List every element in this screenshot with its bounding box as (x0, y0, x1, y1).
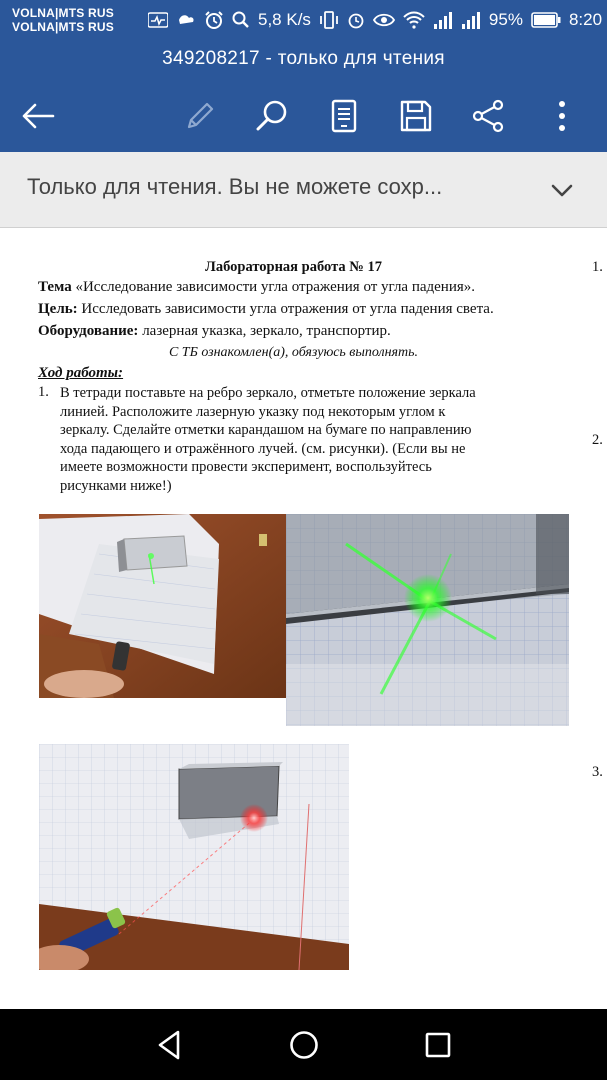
alarm-icon (204, 10, 224, 30)
network-speed: 5,8 K/s (258, 10, 311, 29)
battery-icon (531, 12, 561, 28)
margin-number-1: 1. (592, 259, 603, 275)
pencil-icon (184, 100, 216, 132)
battery-percent: 95% (488, 10, 523, 29)
step-1-line: хода падающего и отражённого лучей. (см. рисунки). (Если вы не (60, 440, 466, 457)
goal-line (38, 301, 494, 318)
equipment-text: лазерная указка, зеркало, транспортир. (138, 323, 391, 339)
signal-2-icon (461, 11, 481, 29)
signal-1-icon (433, 11, 453, 29)
reading-view-button[interactable] (324, 96, 364, 136)
share-icon (471, 99, 505, 133)
photo-green-laser-closeup (286, 514, 569, 726)
step-1-line: рисунками ниже!) (60, 477, 172, 494)
share-button[interactable] (468, 96, 508, 136)
step-1-text (60, 384, 560, 495)
topic-text: «Исследование зависимости угла отражения от угла падения». (71, 279, 476, 295)
step-1-line: имеете возможности провести эксперимент, воспользуйтесь (60, 459, 432, 475)
goal-label: Цель: (38, 301, 78, 317)
goal-text: Исследовать зависимости угла отражения от угла падения света. (77, 301, 494, 317)
status-icons (148, 8, 602, 32)
topic-line (38, 279, 475, 296)
document-page[interactable] (0, 229, 607, 1009)
step-1-line: В тетради поставьте на ребро зеркало, отметьте положение зеркала (60, 385, 476, 401)
clock: 8:20 (568, 10, 603, 29)
save-icon (399, 99, 433, 133)
readonly-banner[interactable] (0, 152, 607, 228)
triangle-back-icon[interactable] (152, 1027, 188, 1063)
wifi-icon (403, 11, 425, 29)
save-button[interactable] (396, 96, 436, 136)
back-button[interactable] (18, 96, 58, 136)
more-options-button[interactable] (542, 96, 582, 136)
chevron-down-icon[interactable] (548, 176, 576, 204)
photo-mirror-red-laser (39, 744, 349, 970)
navigation-bar (0, 1009, 607, 1080)
step-1-line: зеркалу. Сделайте отметки карандашом на бумаге по направлению (60, 422, 472, 438)
equipment-line (38, 323, 391, 340)
carrier-1: VOLNA|MTS RUS (12, 6, 114, 20)
reading-view-icon (331, 99, 357, 133)
search-icon (255, 99, 289, 133)
vibrate-icon (319, 11, 339, 29)
margin-number-3: 3. (592, 764, 603, 780)
status-bar (0, 0, 607, 40)
search-status-icon (232, 11, 250, 29)
step-1-line: линией. Расположите лазерную указку под некоторым углом к (60, 403, 446, 420)
app-bar (0, 40, 607, 152)
equipment-label: Оборудование: (38, 323, 139, 339)
eye-icon (373, 12, 395, 28)
edit-button[interactable] (180, 96, 220, 136)
topic-label: Тема (38, 279, 72, 295)
circle-home-icon[interactable] (286, 1027, 322, 1063)
carrier-labels (12, 6, 114, 34)
cloud-icon (176, 12, 196, 28)
step-1-number: 1. (38, 384, 49, 400)
alarm-clock-icon (347, 11, 365, 29)
photo-mirror-green-laser-desk (39, 514, 286, 698)
search-button[interactable] (252, 96, 292, 136)
procedure-heading: Ход работы: (38, 365, 124, 381)
safety-note: С ТБ ознакомлен(а), обязуюсь выполнять. (168, 345, 419, 360)
document-title: 349208217 - только для чтения (162, 48, 445, 69)
toolbar (0, 92, 607, 138)
square-recents-icon[interactable] (420, 1027, 456, 1063)
more-vertical-icon (557, 100, 567, 132)
readonly-banner-text: Только для чтения. Вы не можете сохр... (27, 174, 443, 199)
carrier-2: VOLNA|MTS RUS (12, 20, 114, 34)
arrow-left-icon (21, 102, 55, 130)
margin-number-2: 2. (592, 432, 603, 448)
lab-title: Лабораторная работа № 17 (205, 259, 382, 275)
activity-icon (148, 12, 168, 28)
